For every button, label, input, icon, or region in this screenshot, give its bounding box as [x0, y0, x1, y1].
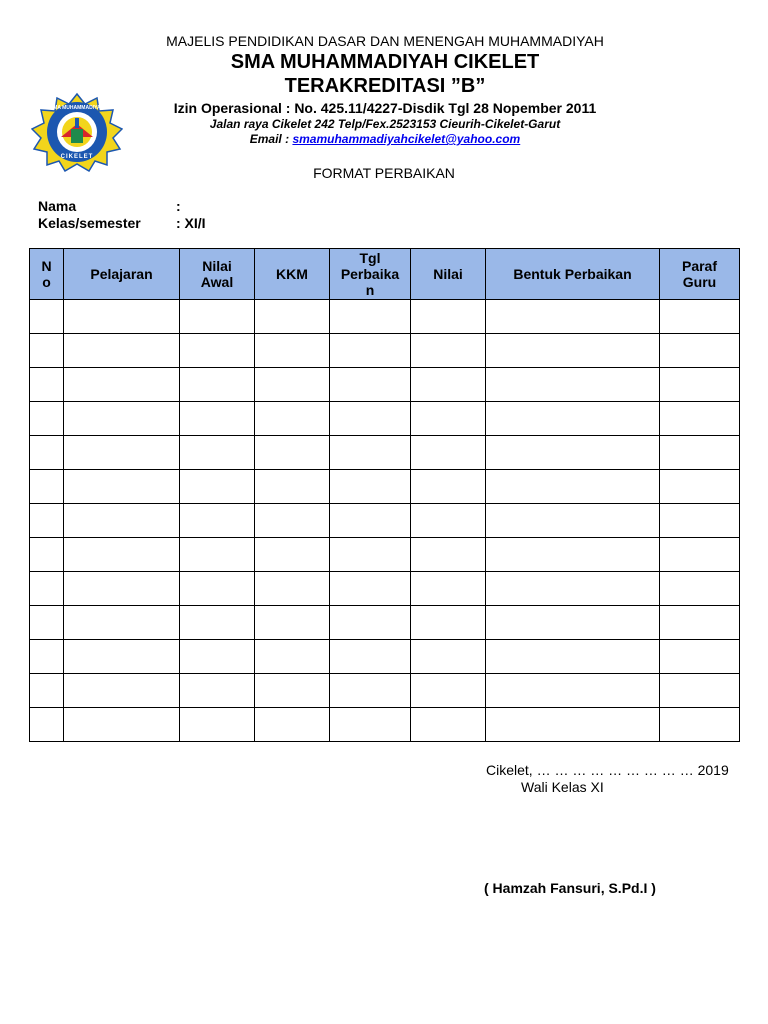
- column-header-kkm: KKM: [255, 249, 330, 300]
- table-cell: [486, 708, 660, 742]
- table-cell: [180, 606, 255, 640]
- table-cell: [660, 402, 740, 436]
- table-cell: [180, 402, 255, 436]
- table-cell: [411, 572, 486, 606]
- table-cell: [64, 674, 180, 708]
- table-cell: [330, 504, 411, 538]
- table-cell: [255, 470, 330, 504]
- table-cell: [64, 402, 180, 436]
- table-cell: [30, 334, 64, 368]
- column-header-pelajaran: Pelajaran: [64, 249, 180, 300]
- table-cell: [330, 708, 411, 742]
- table-cell: [411, 334, 486, 368]
- table-cell: [255, 504, 330, 538]
- header-school-name: SMA MUHAMMADIYAH CIKELET: [230, 51, 540, 73]
- table-cell: [180, 538, 255, 572]
- header-license: Izin Operasional : No. 425.11/4227-Disdik Tgl 28 Nopember 2011: [173, 100, 597, 116]
- table-cell: [660, 300, 740, 334]
- table-cell: [30, 674, 64, 708]
- table-cell: [660, 640, 740, 674]
- table-cell: [330, 538, 411, 572]
- table-cell: [30, 572, 64, 606]
- table-cell: [30, 538, 64, 572]
- table-cell: [411, 538, 486, 572]
- header-email-line: [130, 132, 640, 146]
- table-row: [30, 674, 740, 708]
- field-label-kelas: Kelas/semester: [38, 215, 141, 231]
- table-cell: [180, 300, 255, 334]
- table-cell: [486, 674, 660, 708]
- table-cell: [255, 436, 330, 470]
- table-cell: [255, 368, 330, 402]
- table-cell: [64, 368, 180, 402]
- table-cell: [411, 300, 486, 334]
- table-row: [30, 402, 740, 436]
- table-cell: [411, 708, 486, 742]
- table-cell: [486, 402, 660, 436]
- table-cell: [255, 334, 330, 368]
- table-row: [30, 538, 740, 572]
- header-address: Jalan raya Cikelet 242 Telp/Fex.2523153 Cieurih-Cikelet-Garut: [209, 117, 561, 131]
- table-cell: [660, 334, 740, 368]
- table-cell: [30, 606, 64, 640]
- table-cell: [64, 640, 180, 674]
- table-row: [30, 300, 740, 334]
- table-cell: [330, 368, 411, 402]
- table-row: [30, 708, 740, 742]
- email-link[interactable]: smamuhammadiyahcikelet@yahoo.com: [292, 132, 521, 146]
- table-cell: [411, 470, 486, 504]
- table-cell: [64, 504, 180, 538]
- table-cell: [64, 606, 180, 640]
- table-cell: [411, 368, 486, 402]
- table-cell: [660, 470, 740, 504]
- table-cell: [30, 470, 64, 504]
- table-cell: [64, 300, 180, 334]
- table-cell: [180, 572, 255, 606]
- table-cell: [30, 504, 64, 538]
- table-row: [30, 606, 740, 640]
- table-row: [30, 470, 740, 504]
- table-cell: [486, 334, 660, 368]
- table-cell: [486, 368, 660, 402]
- table-cell: [330, 470, 411, 504]
- table-cell: [255, 640, 330, 674]
- document-title: FORMAT PERBAIKAN: [313, 165, 455, 181]
- table-cell: [411, 606, 486, 640]
- table-cell: [411, 640, 486, 674]
- table-cell: [660, 572, 740, 606]
- table-cell: [255, 402, 330, 436]
- table-cell: [660, 538, 740, 572]
- table-cell: [330, 334, 411, 368]
- signature-role: Wali Kelas XI: [521, 779, 604, 795]
- email-label: Email :: [249, 132, 293, 146]
- table-cell: [64, 334, 180, 368]
- table-cell: [30, 368, 64, 402]
- table-cell: [64, 572, 180, 606]
- school-emblem-icon: [31, 92, 123, 172]
- table-cell: [255, 606, 330, 640]
- table-cell: [411, 504, 486, 538]
- table-cell: [486, 300, 660, 334]
- table-cell: [30, 436, 64, 470]
- table-row: [30, 504, 740, 538]
- table-header-row: [30, 249, 740, 300]
- table-cell: [255, 674, 330, 708]
- field-value-kelas: : XI/I: [176, 215, 206, 231]
- table-cell: [180, 368, 255, 402]
- table-row: [30, 436, 740, 470]
- table-cell: [180, 674, 255, 708]
- table-cell: [486, 606, 660, 640]
- column-header-paraf-guru: Paraf Guru: [660, 249, 740, 300]
- table-cell: [330, 300, 411, 334]
- logo-top-text: SMA MUHAMMADIYAH: [49, 105, 105, 111]
- column-header-bentuk-perbaikan: Bentuk Perbaikan: [486, 249, 660, 300]
- column-header-nilai-awal: Nilai Awal: [180, 249, 255, 300]
- table-cell: [330, 402, 411, 436]
- table-cell: [411, 402, 486, 436]
- table-cell: [255, 300, 330, 334]
- table-cell: [30, 640, 64, 674]
- table-cell: [330, 640, 411, 674]
- table-cell: [411, 674, 486, 708]
- signature-name: ( Hamzah Fansuri, S.Pd.I ): [484, 880, 656, 896]
- table-cell: [330, 606, 411, 640]
- table-cell: [486, 436, 660, 470]
- column-header-nilai: Nilai: [411, 249, 486, 300]
- table-cell: [180, 334, 255, 368]
- table-cell: [255, 538, 330, 572]
- header-accreditation: TERAKREDITASI ”B”: [284, 75, 486, 97]
- table-cell: [64, 436, 180, 470]
- table-cell: [660, 674, 740, 708]
- column-header-no: N o: [30, 249, 64, 300]
- table-cell: [180, 640, 255, 674]
- table-cell: [660, 368, 740, 402]
- table-cell: [660, 436, 740, 470]
- table-cell: [486, 504, 660, 538]
- table-cell: [30, 708, 64, 742]
- table-row: [30, 334, 740, 368]
- table-cell: [660, 504, 740, 538]
- table-cell: [486, 572, 660, 606]
- signature-place-date: Cikelet, … … … … … … … … … 2019: [486, 762, 729, 778]
- table-cell: [330, 436, 411, 470]
- table-cell: [30, 402, 64, 436]
- table-cell: [660, 708, 740, 742]
- table-row: [30, 368, 740, 402]
- header-organization: MAJELIS PENDIDIKAN DASAR DAN MENENGAH MUHAMMADIYAH: [166, 33, 604, 49]
- table-cell: [180, 470, 255, 504]
- field-value-nama: :: [176, 198, 181, 214]
- improvement-table: [29, 248, 740, 742]
- column-header-tgl-perbaikan: Tgl Perbaika n: [330, 249, 411, 300]
- table-row: [30, 640, 740, 674]
- table-cell: [64, 470, 180, 504]
- table-cell: [330, 674, 411, 708]
- table-cell: [411, 436, 486, 470]
- table-cell: [180, 708, 255, 742]
- logo-bottom-text: CIKELET: [60, 154, 94, 160]
- table-cell: [30, 300, 64, 334]
- table-cell: [64, 538, 180, 572]
- table-cell: [486, 640, 660, 674]
- table-cell: [255, 708, 330, 742]
- field-label-nama: Nama: [38, 198, 77, 214]
- table-cell: [64, 708, 180, 742]
- table-cell: [660, 606, 740, 640]
- table-cell: [180, 504, 255, 538]
- table-cell: [255, 572, 330, 606]
- table-cell: [180, 436, 255, 470]
- table-cell: [486, 470, 660, 504]
- table-cell: [486, 538, 660, 572]
- table-row: [30, 572, 740, 606]
- table-cell: [330, 572, 411, 606]
